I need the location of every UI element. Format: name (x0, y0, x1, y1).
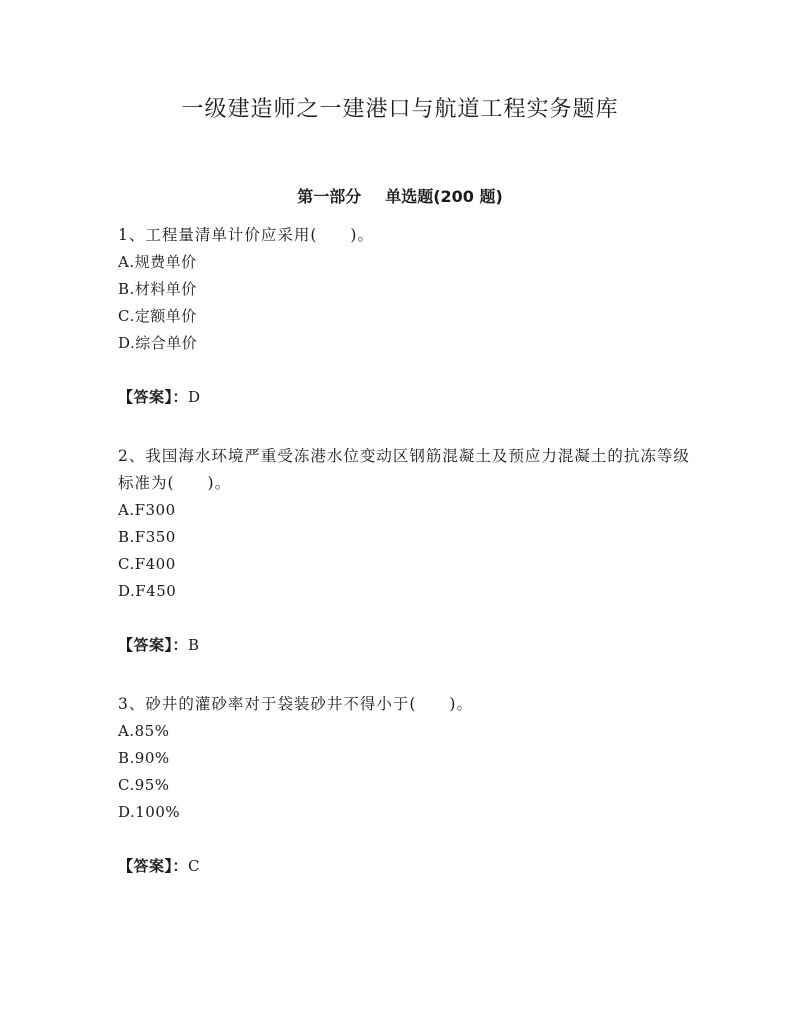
option-a: A.F300 (118, 501, 176, 519)
question-2 (118, 443, 698, 659)
option-c: C.F400 (118, 555, 176, 573)
option-d: D.综合单价 (118, 334, 198, 352)
section-title (0, 184, 800, 207)
option-d: D.F450 (118, 582, 177, 600)
answer-line (118, 632, 698, 659)
option-b: B.90% (118, 749, 170, 767)
answer-line (118, 384, 698, 411)
question-stem: 2、我国海水环境严重受冻港水位变动区钢筋混凝土及预应力混凝土的抗冻等级标准为( )。 (118, 447, 690, 492)
option-b: B.F350 (118, 528, 176, 546)
option-d: D.100% (118, 803, 181, 821)
option-a: A.规费单价 (118, 253, 197, 271)
section-name: 单选题(200 题) (385, 187, 503, 206)
answer-value: B (188, 636, 200, 654)
answer-value: C (188, 857, 200, 875)
question-stem: 3、砂井的灌砂率对于袋装砂井不得小于( )。 (118, 695, 473, 713)
section-part: 第一部分 (297, 187, 362, 206)
option-c: C.定额单价 (118, 307, 197, 325)
answer-label: 【答案】： (118, 857, 189, 875)
question-1 (118, 222, 698, 411)
option-c: C.95% (118, 776, 170, 794)
answer-label: 【答案】： (118, 636, 189, 654)
answer-value: D (188, 388, 201, 406)
answer-label: 【答案】： (118, 388, 189, 406)
option-a: A.85% (118, 722, 170, 740)
question-3 (118, 691, 698, 880)
answer-line (118, 853, 698, 880)
document-title: 一级建造师之一建港口与航道工程实务题库 (181, 97, 619, 122)
question-list (118, 222, 698, 880)
question-stem: 1、工程量清单计价应采用( )。 (118, 226, 374, 244)
option-b: B.材料单价 (118, 280, 197, 298)
